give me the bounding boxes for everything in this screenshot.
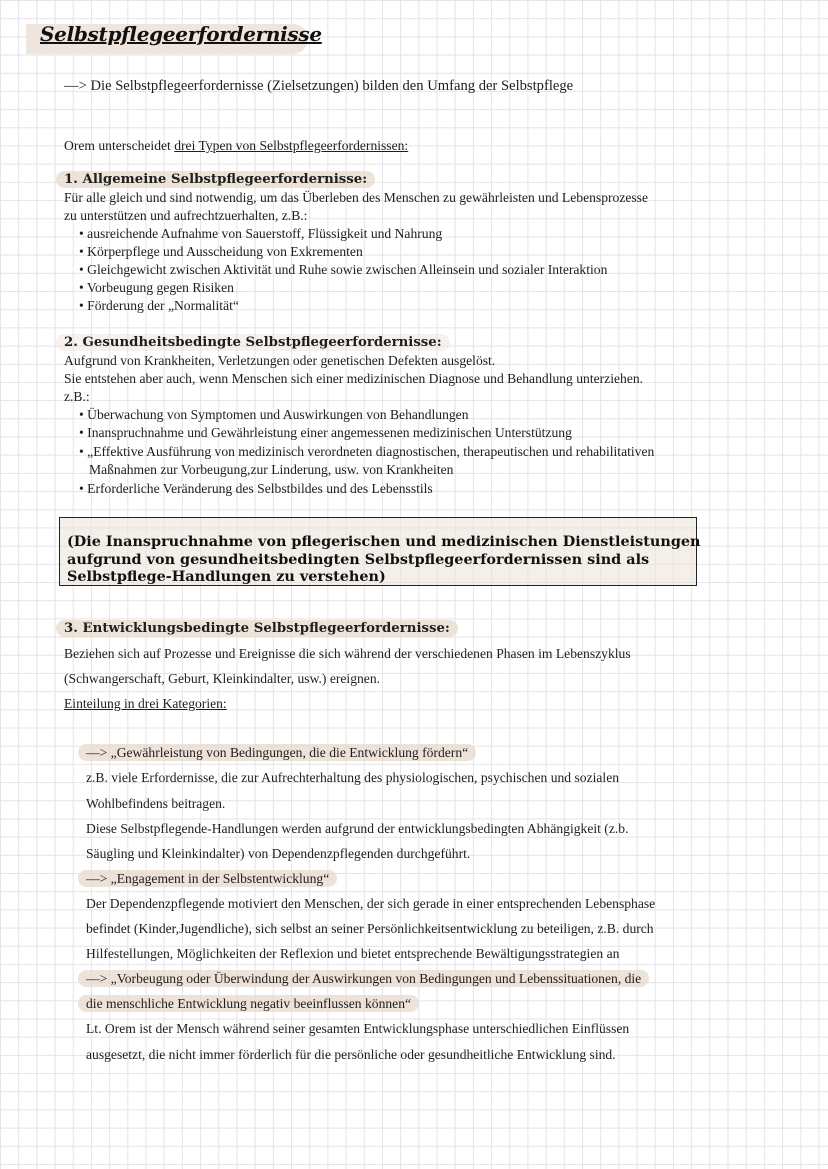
note-line: aufgrund von gesundheitsbedingten Selbstpflegeerfordernissen sind als [67, 550, 650, 568]
section1-bullet: • ausreichende Aufnahme von Sauerstoff, Flüssigkeit und Nahrung [79, 225, 442, 243]
section2-heading: 2. Gesundheitsbedingte Selbstpflegeerfordernisse: [64, 334, 450, 352]
section3-text1: Beziehen sich auf Prozesse und Ereignisse die sich während der verschiedenen Phasen im Lebenszyklus [64, 646, 631, 661]
category2-line: befindet (Kinder,Jugendliche), sich selbst an seiner Persönlichkeitsentwicklung zu beteiligen, z.B. durch [86, 921, 654, 936]
section2-text2: Sie entstehen aber auch, wenn Menschen sich einer medizinischen Diagnose und Behandlung unterziehen. [64, 371, 644, 386]
category3-title-line2: die menschliche Entwicklung negativ beeinflussen können“ [86, 995, 419, 1013]
section1-bullet: • Vorbeugung gegen Risiken [79, 279, 234, 297]
section1-text1: Für alle gleich und sind notwendig, um das Überleben des Menschen zu gewährleisten und Lebensprozesse [64, 190, 648, 205]
section1-bullet: • Körperpflege und Ausscheidung von Exkrementen [79, 243, 363, 261]
section2-text1: Aufgrund von Krankheiten, Verletzungen oder genetischen Defekten ausgelöst. [64, 353, 496, 368]
category1-line: Wohlbefindens beitragen. [86, 796, 226, 811]
section1-text2: zu unterstützen und aufrechtzuerhalten, z.B.: [64, 208, 308, 223]
note-line: (Die Inanspruchnahme von pflegerischen und medizinischen Dienstleistungen [67, 533, 701, 550]
section2-text3: z.B.: [64, 389, 90, 404]
category3-line: ausgesetzt, die nicht immer förderlich für die persönliche oder gesundheitliche Entwicklung sind. [86, 1047, 616, 1062]
category1-title: —> „Gewährleistung von Bedingungen, die die Entwicklung fördern“ [86, 744, 476, 762]
types-prefix: Orem unterscheidet [64, 138, 175, 153]
page-title: Selbstpflegeerfordernisse [40, 22, 322, 46]
category2-line: Der Dependenzpflegende motiviert den Menschen, der sich gerade in einer entsprechenden Lebensphase [86, 896, 656, 911]
categories-label: Einteilung in drei Kategorien: [64, 696, 227, 711]
intro-line: —> Die Selbstpflegeerfordernisse (Zielsetzungen) bilden den Umfang der Selbstpflege [64, 78, 574, 94]
types-line [64, 137, 408, 155]
category3-line: Lt. Orem ist der Mensch während seiner gesamten Entwicklungsphase unterschiedlichen Einflüssen [86, 1021, 630, 1036]
category2-line: Hilfestellungen, Möglichkeiten der Reflexion und bietet entsprechende Bewältigungsstrategien an [86, 946, 620, 961]
category3-title-line1: —> „Vorbeugung oder Überwindung der Auswirkungen von Bedingungen und Lebenssituationen, die [86, 970, 649, 988]
section2-bullet: • Erforderliche Veränderung des Selbstbildes und des Lebensstils [79, 480, 433, 498]
note-box-text [67, 533, 701, 586]
section1-heading: 1. Allgemeine Selbstpflegeerfordernisse: [64, 171, 375, 189]
section3-heading: 3. Entwicklungsbedingte Selbstpflegeerfordernisse: [64, 620, 458, 638]
section2-bullet: • Überwachung von Symptomen und Auswirkungen von Behandlungen [79, 406, 469, 424]
note-line: Selbstpflege-Handlungen zu verstehen) [67, 568, 386, 585]
category1-line: Säugling und Kleinkindalter) von Dependenzpflegenden durchgeführt. [86, 846, 471, 861]
section2-bullet: • „Effektive Ausführung von medizinisch verordneten diagnostischen, therapeutischen und rehabilitativen [79, 443, 654, 461]
category1-line: z.B. viele Erfordernisse, die zur Aufrechterhaltung des physiologischen, psychischen und sozialen [86, 770, 620, 785]
types-underlined: drei Typen von Selbstpflegeerfordernissen: [174, 138, 409, 153]
section1-bullet: • Förderung der „Normalität“ [79, 297, 239, 315]
section2-bullet-continuation: Maßnahmen zur Vorbeugung,zur Linderung, usw. von Krankheiten [89, 462, 454, 477]
section2-bullet: • Inanspruchnahme und Gewährleistung einer angemessenen medizinischen Unterstützung [79, 424, 572, 442]
category1-line: Diese Selbstpflegende-Handlungen werden aufgrund der entwicklungsbedingten Abhängigkeit (z.b. [86, 821, 629, 836]
category2-title: —> „Engagement in der Selbstentwicklung“ [86, 870, 337, 888]
section1-bullet: • Gleichgewicht zwischen Aktivität und Ruhe sowie zwischen Alleinsein und sozialer Interaktion [79, 261, 607, 279]
section3-text2: (Schwangerschaft, Geburt, Kleinkindalter, usw.) ereignen. [64, 671, 381, 686]
